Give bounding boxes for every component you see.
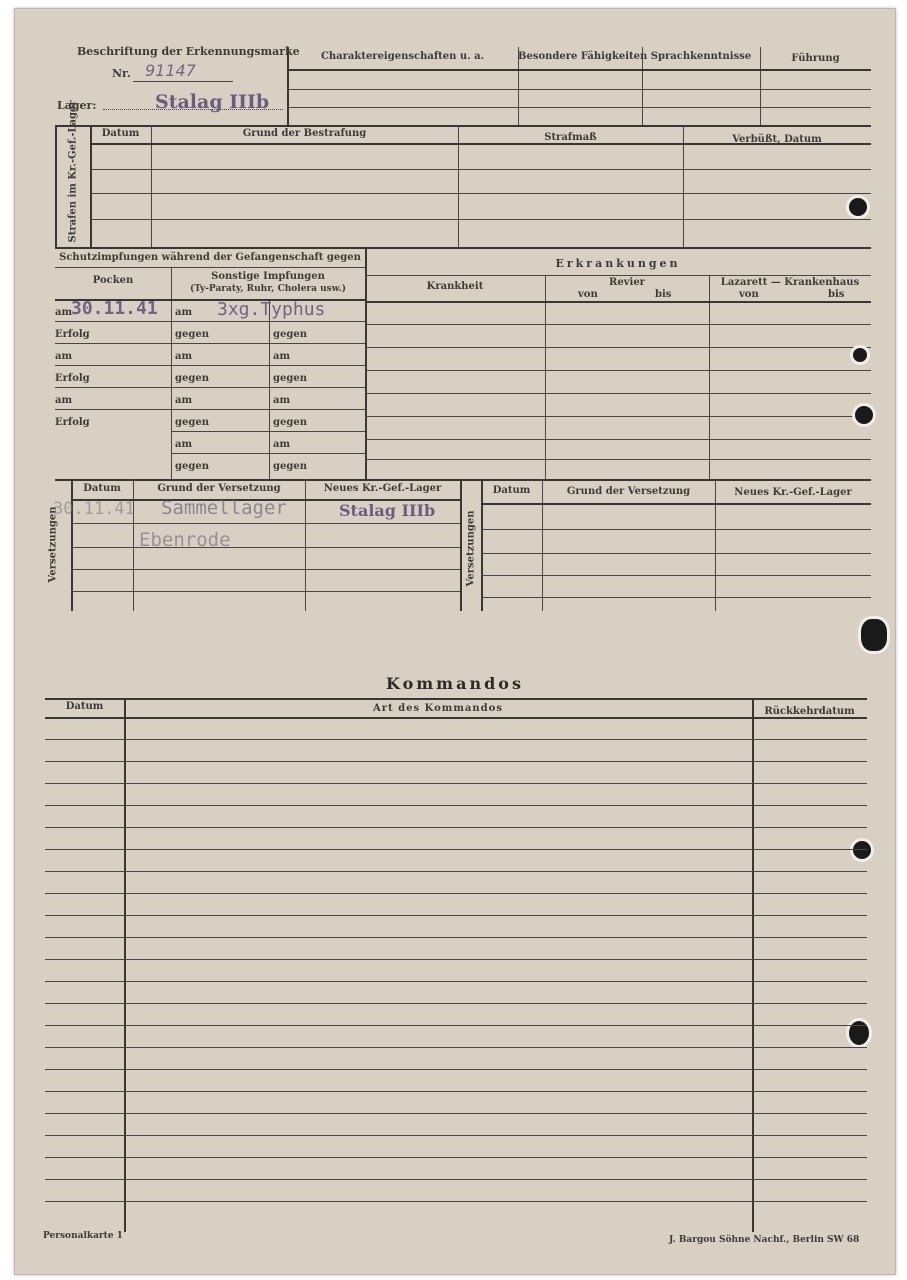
sonst-gegen-1a: gegen: [175, 329, 209, 340]
vers-left-col-grund: Grund der Versetzung: [157, 483, 281, 494]
kommando-row-line: [45, 981, 867, 982]
lazarett-von: von: [739, 289, 759, 300]
kommando-row-line: [45, 783, 867, 784]
revier-label: Revier: [609, 277, 645, 288]
vers-right-col-grund: Grund der Versetzung: [566, 486, 691, 497]
pocken-am-1: am: [55, 307, 73, 318]
kommando-row-line: [45, 849, 867, 850]
kommando-row-line: [45, 761, 867, 762]
col-faehigkeiten: Besondere Fähigkeiten: [518, 51, 648, 62]
kommando-row-line: [45, 1003, 867, 1004]
kommando-row-line: [45, 827, 867, 828]
erkrankungen-header: Erkrankungen: [555, 257, 681, 270]
sonst-gegen-2a: gegen: [175, 373, 209, 384]
punch-hole: [853, 348, 867, 362]
sonst-am-1a: am: [175, 307, 193, 318]
punch-hole: [853, 841, 871, 859]
strafen-col-datum: Datum: [101, 128, 140, 139]
pocken-erfolg-2: Erfolg: [55, 373, 90, 384]
nr-field: [133, 61, 233, 82]
nr-value: 91147: [145, 61, 196, 80]
impf-header: Schutzimpfungen während der Gefangenschaft gegen: [59, 252, 361, 263]
impf-typhus-stamp: 3xg.Typhus: [217, 299, 326, 320]
kommando-row-line: [45, 1201, 867, 1202]
sonstige-label: Sonstige Impfungen: [211, 271, 325, 282]
vers-right-col-neues: Neues Kr.-Gef.-Lager: [734, 487, 852, 498]
punch-hole: [855, 406, 873, 424]
pocken-am-2: am: [55, 351, 73, 362]
kommando-row-line: [45, 805, 867, 806]
strafen-col-verbuesst: Verbüßt, Datum: [732, 134, 822, 145]
sonst-am-2b: am: [273, 351, 291, 362]
punch-hole: [861, 619, 887, 651]
vers-ort-stamp: Ebenrode: [139, 529, 231, 551]
pocken-label: Pocken: [92, 275, 134, 286]
lazarett-bis: bis: [828, 289, 845, 300]
strafen-col-grund: Grund der Bestrafung: [242, 128, 367, 139]
footer-right: J. Bargou Söhne Nachf., Berlin SW 68: [669, 1235, 860, 1245]
sonst-gegen-2b: gegen: [273, 373, 307, 384]
lager-label: Lager:: [57, 99, 97, 112]
kommando-row-line: [45, 1047, 867, 1048]
kommando-row-line: [45, 1091, 867, 1092]
revier-von: von: [578, 289, 598, 300]
kommando-row-line: [45, 871, 867, 872]
sonst-gegen-4a: gegen: [175, 461, 209, 472]
kommando-row-line: [45, 1113, 867, 1114]
strafen-side-label: Strafen im Kr.-Gef.-Lager: [67, 100, 79, 243]
sonst-am-4a: am: [175, 439, 193, 450]
sonst-am-3a: am: [175, 395, 193, 406]
revier-bis: bis: [655, 289, 672, 300]
footer-left: Personalkarte 1: [43, 1231, 123, 1241]
strafen-col-strafmass: Strafmaß: [544, 132, 597, 143]
kommandos-title: Kommandos: [386, 674, 524, 693]
kommandos-col-datum: Datum: [65, 701, 104, 712]
kommando-row-line: [45, 1025, 867, 1026]
pocken-erfolg-3: Erfolg: [55, 417, 90, 428]
sonst-gegen-4b: gegen: [273, 461, 307, 472]
versetzungen-side-right: Versetzungen: [465, 510, 477, 587]
vers-left-col-neues: Neues Kr.-Gef.-Lager: [323, 483, 442, 494]
kommando-row-line: [45, 1157, 867, 1158]
lager-stamp: Stalag IIIb: [155, 91, 270, 113]
vers-date-stamp: 30.11.41: [53, 499, 135, 519]
col-sprachkenntnisse: Sprachkenntnisse: [650, 51, 752, 62]
sonst-gegen-3b: gegen: [273, 417, 307, 428]
vers-left-col-datum: Datum: [83, 483, 121, 494]
pocken-am-3: am: [55, 395, 73, 406]
sonst-am-2a: am: [175, 351, 193, 362]
kommando-row-line: [45, 1135, 867, 1136]
versetzungen-side-left: Versetzungen: [47, 506, 59, 583]
sonst-am-4b: am: [273, 439, 291, 450]
beschriftung-label: Beschriftung der Erkennungsmarke: [77, 45, 300, 58]
kommando-row-line: [45, 1069, 867, 1070]
kommandos-col-art: Art des Kommandos: [373, 703, 503, 714]
kommandos-col-rueck: Rückkehrdatum: [764, 706, 855, 717]
kommando-row-line: [45, 739, 867, 740]
kommando-row-line: [45, 959, 867, 960]
punch-hole: [849, 198, 867, 216]
sonst-gegen-1b: gegen: [273, 329, 307, 340]
lazarett-label: Lazarett — Krankenhaus: [720, 277, 860, 288]
kommando-row-line: [45, 937, 867, 938]
sonst-gegen-3a: gegen: [175, 417, 209, 428]
col-fuehrung: Führung: [791, 53, 840, 64]
kommando-row-line: [45, 915, 867, 916]
personnel-card: [14, 8, 896, 1275]
nr-label: Nr.: [112, 67, 131, 80]
col-charakter: Charaktereigenschaften u. a.: [320, 51, 485, 62]
kommando-row-line: [45, 1179, 867, 1180]
kommando-row-line: [45, 893, 867, 894]
vers-right-col-datum: Datum: [492, 485, 531, 496]
sonst-am-3b: am: [273, 395, 291, 406]
vers-grund-stamp: Sammellager: [161, 497, 287, 519]
krankheit-label: Krankheit: [426, 281, 484, 292]
vers-lager-stamp: Stalag IIIb: [339, 501, 436, 520]
sonstige-sub: (Ty-Paraty, Ruhr, Cholera usw.): [190, 284, 346, 294]
pocken-erfolg-1: Erfolg: [55, 329, 90, 340]
impf-date-stamp: 30.11.41: [71, 298, 158, 319]
